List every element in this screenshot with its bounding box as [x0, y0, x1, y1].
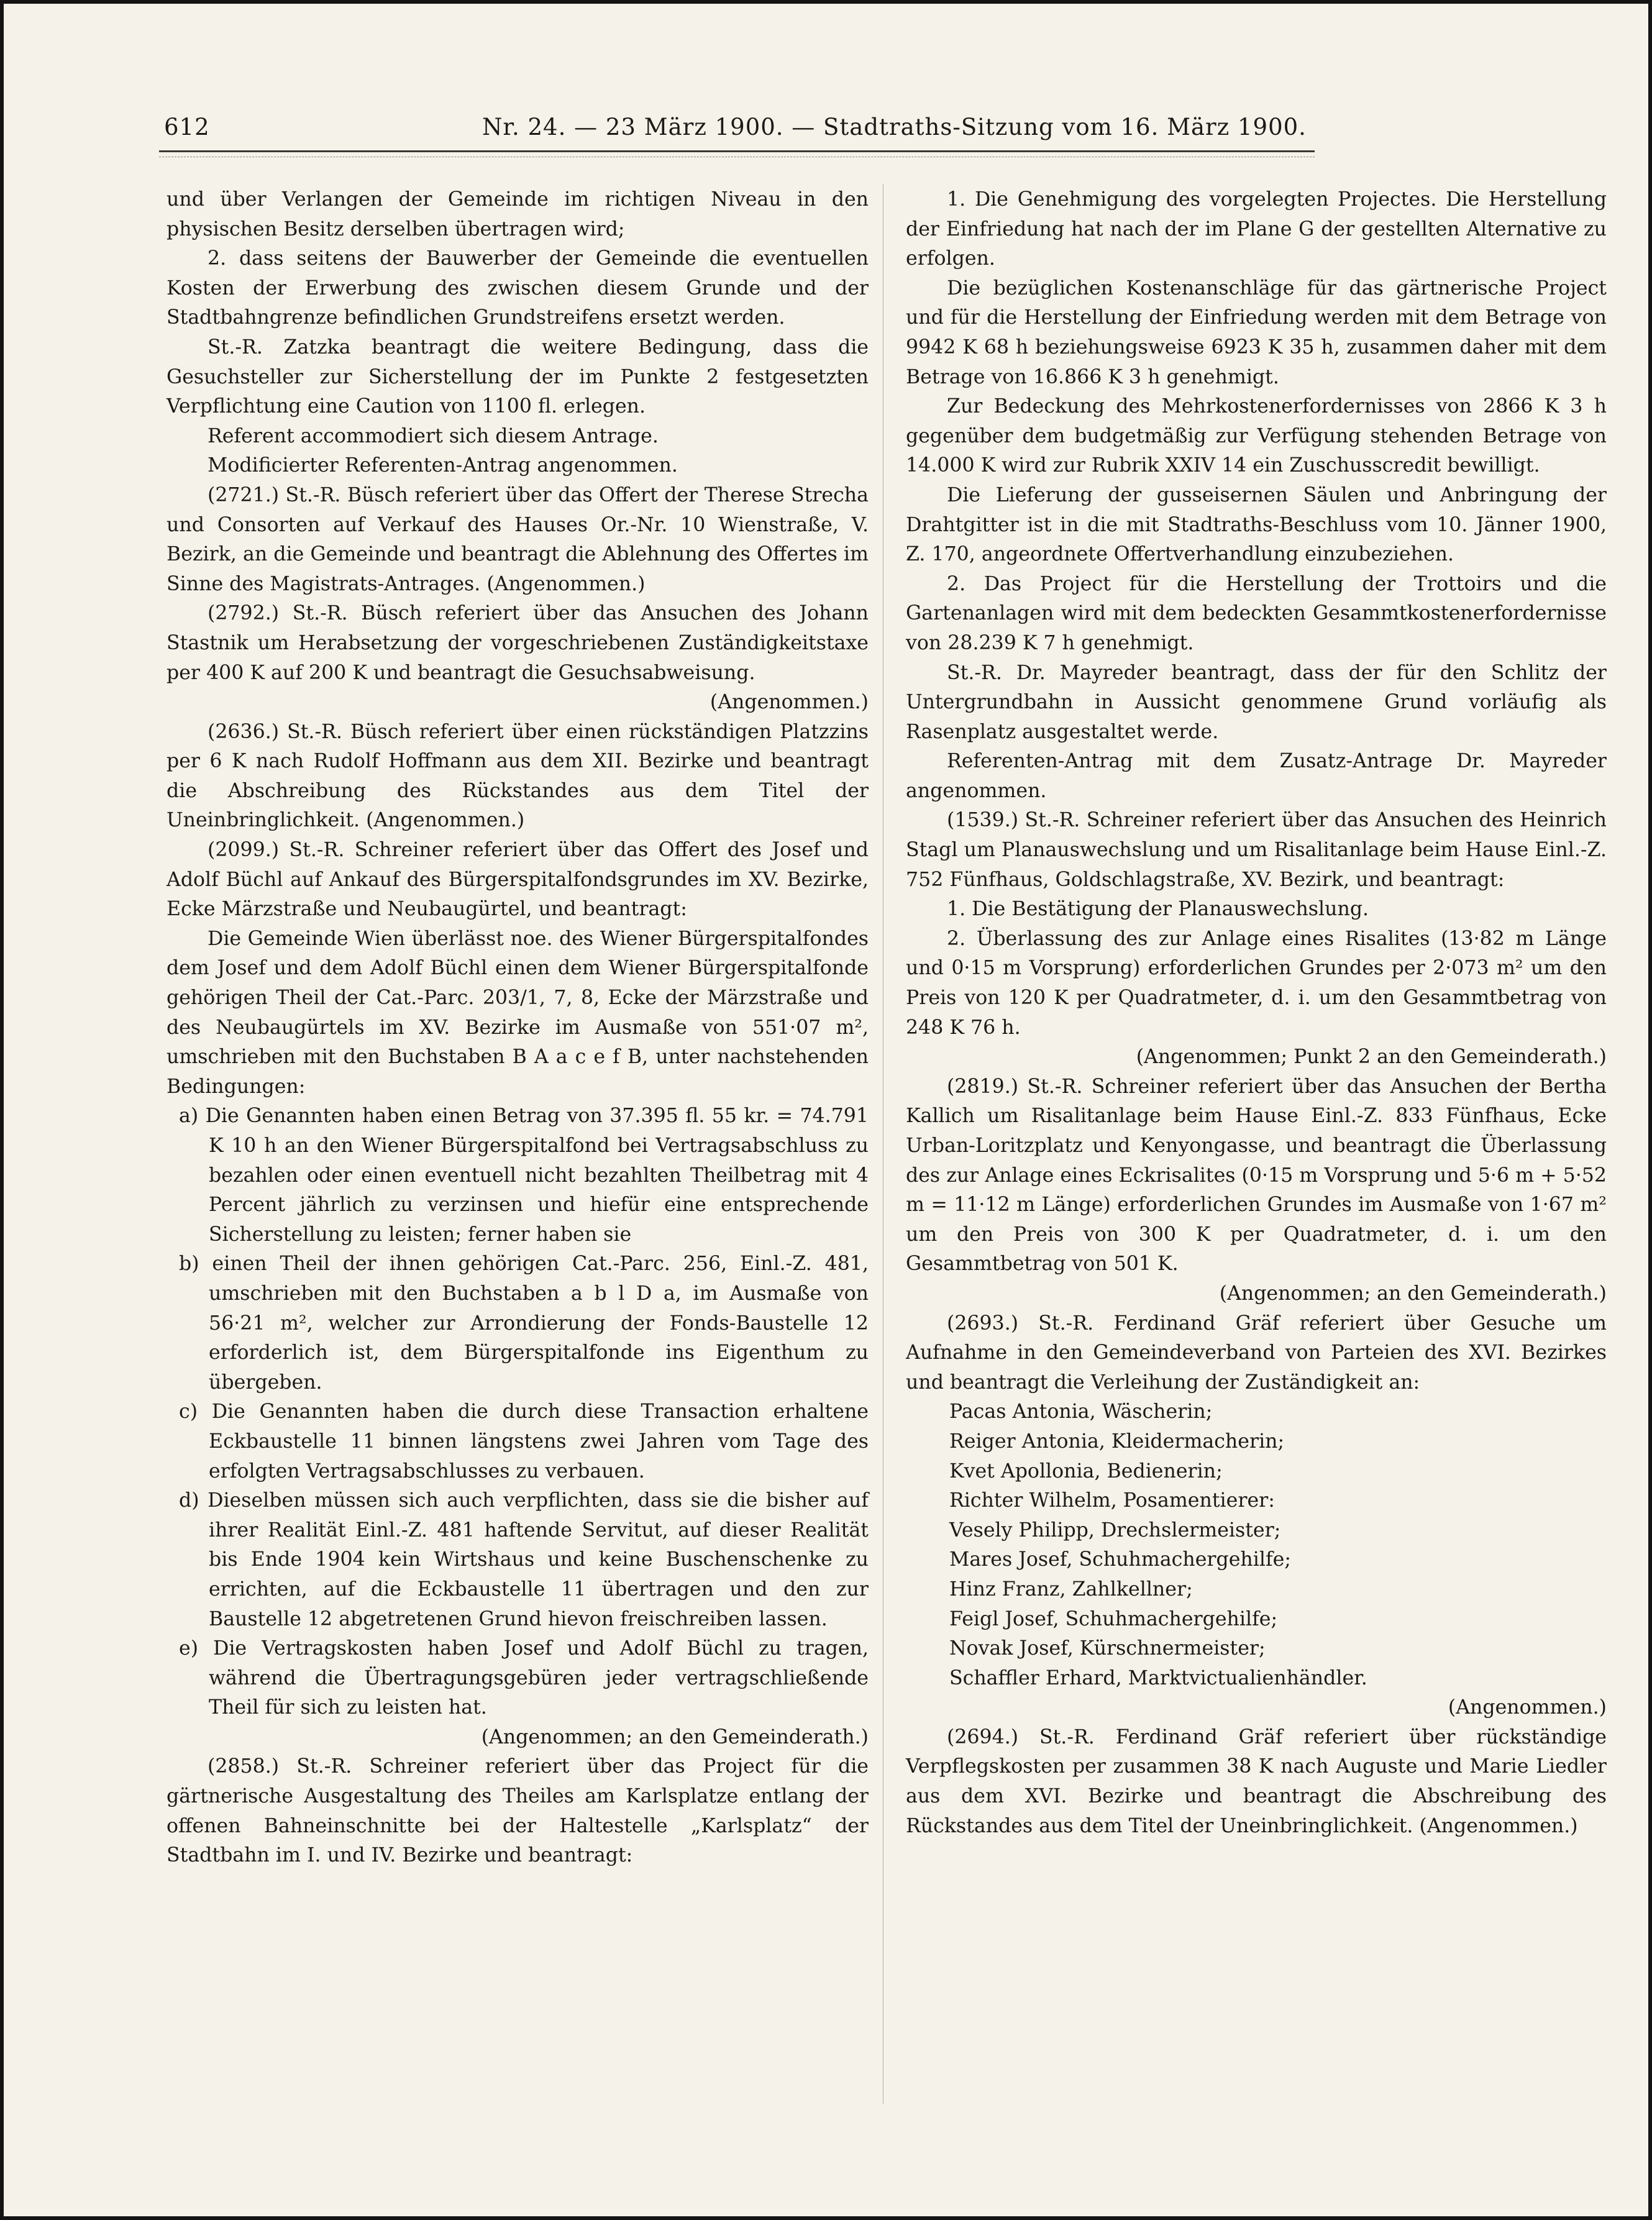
paragraph: (2694.) St.-R. Ferdinand Gräf referiert über rückständige Verpflegskosten per zusammen 38 K nach Auguste und Marie Liedler aus dem XVI. Bezirke und beantragt die Abschreibung des Rückstandes aus dem Titel der Uneinbringlichkeit. (Angenommen.): [906, 1725, 1607, 1837]
paragraph: und über Verlangen der Gemeinde im richtigen Niveau in den physischen Besitz derselben übertragen wird;: [167, 188, 869, 240]
left-column: [167, 185, 869, 1871]
paragraph: d) Dieselben müssen sich auch verpflichten, dass sie die bisher auf ihrer Realität Einl.-Z. 481 haftende Servitut, auf dieser Realität bis Ende 1904 kein Wirtshaus und keine Buschenschenke zu errichten, auf die Eckbaustelle 11 übertragen und den zur Baustelle 12 abgetretenen Grund hievon freischreiben lassen.: [179, 1489, 869, 1630]
paragraph: St.-R. Zatzka beantragt die weitere Bedingung, dass die Gesuchsteller zur Sicherstellung der im Punkte 2 festgesetzten Verpflichtung eine Caution von 1100 fl. erlegen.: [167, 336, 869, 418]
paragraph: Reiger Antonia, Kleidermacherin;: [949, 1430, 1285, 1453]
paragraph: Referenten-Antrag mit dem Zusatz-Antrage Dr. Mayreder angenommen.: [906, 750, 1607, 802]
paragraph: (2721.) St.-R. Büsch referiert über das Offert der Therese Strecha und Consorten auf Verkauf des Hauses Or.-Nr. 10 Wienstraße, V. Bezirk, an die Gemeinde und beantragt die Ablehnung des Offertes im Sinne des Magistrats-Antrages. (Angenommen.): [167, 483, 869, 595]
paragraph: Pacas Antonia, Wäscherin;: [949, 1400, 1213, 1423]
header-rule: [159, 150, 1315, 152]
paragraph: (1539.) St.-R. Schreiner referiert über das Ansuchen des Heinrich Stagl um Planauswechslung und um Risalitanlage beim Hause Einl.-Z. 752 Fünfhaus, Goldschlagstraße, XV. Bezirk, und beantragt:: [906, 809, 1607, 891]
paragraph: Schaffler Erhard, Marktvictualienhändler.: [949, 1666, 1367, 1689]
paragraph: b) einen Theil der ihnen gehörigen Cat.-Parc. 256, Einl.-Z. 481, umschrieben mit den Buchstaben a b l D a, im Ausmaße von 56·21 m², welcher zur Arrondierung der Fonds-Baustelle 12 erforderlich ist, dem Bürgerspitalfonde ins Eigenthum zu übergeben.: [179, 1253, 869, 1394]
paragraph: Kvet Apollonia, Bedienerin;: [949, 1459, 1223, 1482]
paragraph: St.-R. Dr. Mayreder beantragt, dass der für den Schlitz der Untergrundbahn in Aussicht genommene Grund vorläufig als Rasenplatz ausgestaltet werde.: [906, 661, 1607, 743]
right-column: [906, 185, 1607, 1841]
paragraph: (Angenommen; Punkt 2 an den Gemeinderath.): [1136, 1046, 1607, 1069]
page-title: Nr. 24. — 23 März 1900. — Stadtraths-Sitzung vom 16. März 1900.: [482, 114, 1307, 140]
page-number: 612: [164, 114, 210, 140]
paragraph: (2858.) St.-R. Schreiner referiert über das Project für die gärtnerische Ausgestaltung des Theiles am Karlsplatze entlang der offenen Bahneinschnitte bei der Haltestelle „Karlsplatz“ der Stadtbahn im I. und IV. Bezirke und beantragt:: [167, 1755, 869, 1867]
paragraph: c) Die Genannten haben die durch diese Transaction erhaltene Eckbaustelle 11 binnen längstens zwei Jahren vom Tage des erfolgten Vertragsabschlusses zu verbauen.: [179, 1400, 869, 1482]
paragraph: (2693.) St.-R. Ferdinand Gräf referiert über Gesuche um Aufnahme in den Gemeindeverband von Parteien des XVI. Bezirkes und beantragt die Verleihung der Zuständigkeit an:: [906, 1312, 1607, 1394]
paragraph: Die bezüglichen Kostenanschläge für das gärtnerische Project und für die Herstellung der Einfriedung werden mit dem Betrage von 9942 K 68 h beziehungsweise 6923 K 35 h, zusammen daher mit dem Betrage von 16.866 K 3 h genehmigt.: [906, 276, 1607, 388]
paragraph: e) Die Vertragskosten haben Josef und Adolf Büchl zu tragen, während die Übertragungsgebüren jeder vertragschließende Theil für sich zu leisten hat.: [179, 1637, 869, 1719]
paragraph: Zur Bedeckung des Mehrkostenerfordernisses von 2866 K 3 h gegenüber dem budgetmäßig zur Verfügung stehenden Betrage von 14.000 K wird zur Rubrik XXIV 14 ein Zuschusscredit bewilligt.: [906, 395, 1607, 477]
paragraph: Modificierter Referenten-Antrag angenommen.: [208, 454, 678, 477]
paragraph: a) Die Genannten haben einen Betrag von 37.395 fl. 55 kr. = 74.791 K 10 h an den Wiener Bürgerspitalfond bei Vertragsabschluss zu bezahlen oder einen eventuell nicht bezahlten Theilbetrag mit 4 Percent jährlich zu verzinsen und hiefür eine entsprechende Sicherstellung zu leisten; ferner haben sie: [179, 1105, 869, 1246]
paragraph: Referent accommodiert sich diesem Antrage.: [208, 424, 659, 447]
paragraph: (2792.) St.-R. Büsch referiert über das Ansuchen des Johann Stastnik um Herabsetzung der vorgeschriebenen Zuständigkeitstaxe per 400 K auf 200 K und beantragt die Gesuchsabweisung.: [167, 602, 869, 684]
paragraph: (2636.) St.-R. Büsch referiert über einen rückständigen Platzzins per 6 K nach Rudolf Hoffmann aus dem XII. Bezirke und beantragt die Abschreibung des Rückstandes aus dem Titel der Uneinbringlichkeit. (Angenommen.): [167, 720, 869, 832]
document-page: [4, 4, 1648, 2216]
paragraph: (Angenommen.): [1448, 1696, 1607, 1719]
paragraph: (Angenommen; an den Gemeinderath.): [1219, 1282, 1607, 1305]
paragraph: Mares Josef, Schuhmachergehilfe;: [949, 1548, 1292, 1571]
paragraph: 2. dass seitens der Bauwerber der Gemeinde die eventuellen Kosten der Erwerbung des zwischen diesem Grunde und der Stadtbahngrenze befindlichen Grundstreifens ersetzt werden.: [167, 247, 869, 329]
paragraph: Vesely Philipp, Drechslermeister;: [949, 1519, 1281, 1542]
paragraph: Hinz Franz, Zahlkellner;: [949, 1578, 1193, 1601]
paragraph: (Angenommen; an den Gemeinderath.): [481, 1725, 869, 1748]
paragraph: (2099.) St.-R. Schreiner referiert über das Offert des Josef und Adolf Büchl auf Ankauf des Bürgerspitalfondsgrundes im XV. Bezirke, Ecke Märzstraße und Neubaugürtel, und beantragt:: [167, 839, 869, 921]
paragraph: Die Gemeinde Wien überlässt noe. des Wiener Bürgerspitalfondes dem Josef und dem Adolf Büchl einen dem Wiener Bürgerspitalfonde gehörigen Theil der Cat.-Parc. 203/1, 7, 8, Ecke der Märzstraße und des Neubaugürtels im XV. Bezirke im Ausmaße von 551·07 m², umschrieben mit den Buchstaben B A a c e f B, unter nachstehenden Bedingungen:: [167, 927, 869, 1098]
paragraph: 1. Die Genehmigung des vorgelegten Projectes. Die Herstellung der Einfriedung hat nach der im Plane G der gestellten Alternative zu erfolgen.: [906, 188, 1607, 270]
paragraph: Novak Josef, Kürschnermeister;: [949, 1637, 1266, 1660]
paragraph: Die Lieferung der gusseisernen Säulen und Anbringung der Drahtgitter ist in die mit Stadtraths-Beschluss vom 10. Jänner 1900, Z. 170, angeordnete Offertverhandlung einzubeziehen.: [906, 483, 1607, 566]
paragraph: Feigl Josef, Schuhmachergehilfe;: [949, 1607, 1278, 1630]
paragraph: 2. Überlassung des zur Anlage eines Risalites (13·82 m Länge und 0·15 m Vorsprung) erforderlichen Grundes per 2·073 m² um den Preis von 120 K per Quadratmeter, d. i. um den Gesammtbetrag von 248 K 76 h.: [906, 927, 1607, 1039]
paragraph: 1. Die Bestätigung der Planauswechslung.: [947, 898, 1369, 921]
paragraph: Richter Wilhelm, Posamentierer:: [949, 1489, 1275, 1512]
paragraph: 2. Das Project für die Herstellung der Trottoirs und die Gartenanlagen wird mit dem bedeckten Gesammtkostenerfordernisse von 28.239 K 7 h genehmigt.: [906, 572, 1607, 654]
page-header: [159, 106, 1315, 144]
paragraph: (2819.) St.-R. Schreiner referiert über das Ansuchen der Bertha Kallich um Risalitanlage beim Hause Einl.-Z. 833 Fünfhaus, Ecke Urban-Loritzplatz und Kenyongasse, und beantragt die Überlassung des zur Anlage eines Eckrisalites (0·15 m Vorsprung und 5·6 m + 5·52 m = 11·12 m Länge) erforderlichen Grundes im Ausmaße von 1·67 m² um den Preis von 300 K per Quadratmeter, d. i. um den Gesammtbetrag von 501 K.: [906, 1075, 1607, 1276]
paragraph: (Angenommen.): [710, 691, 869, 714]
